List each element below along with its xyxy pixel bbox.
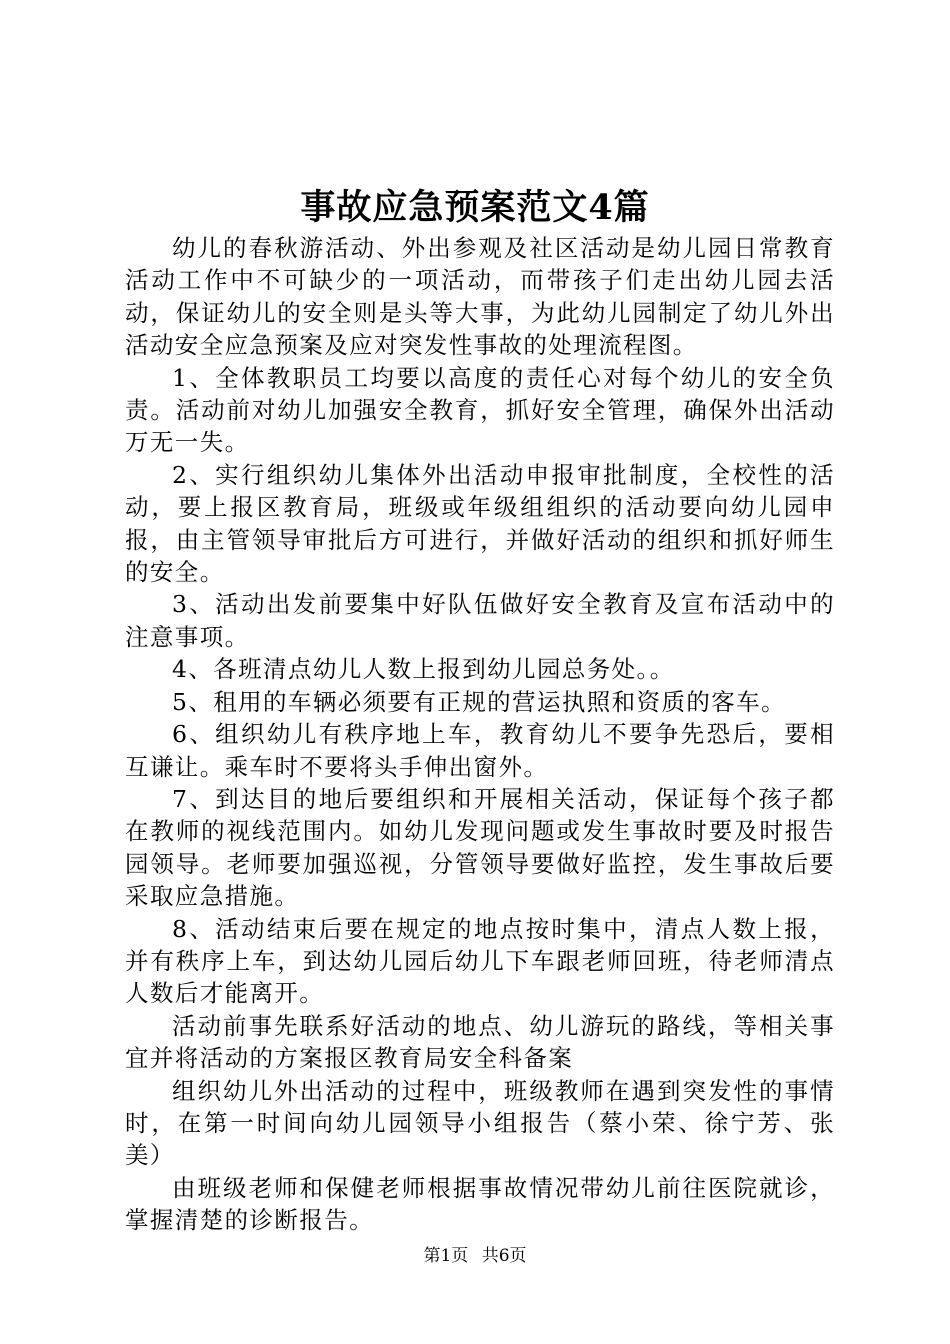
paragraph-preparation: 活动前事先联系好活动的地点、幼儿游玩的路线，等相关事宜并将活动的方案报区教育局安全科备案 bbox=[125, 1011, 835, 1073]
document-title: 事故应急预案范文4篇 bbox=[300, 187, 650, 228]
paragraph-item-8: 8、活动结束后要在规定的地点按时集中，清点人数上报，并有秩序上车，到达幼儿园后幼儿下车跟老师回班，待老师清点人数后才能离开。 bbox=[125, 914, 835, 1008]
page-number: 第1页 bbox=[423, 1246, 469, 1266]
paragraph-medical: 由班级老师和保健老师根据事故情况带幼儿前往医院就诊，掌握清楚的诊断报告。 bbox=[125, 1173, 835, 1235]
paragraph-item-6: 6、组织幼儿有秩序地上车，教育幼儿不要争先恐后，要相互谦让。乘车时不要将头手伸出窗外。 bbox=[125, 720, 835, 781]
document-body bbox=[125, 232, 835, 1237]
paragraph-item-5: 5、租用的车辆必须要有正规的营运执照和资质的客车。 bbox=[172, 687, 786, 716]
paragraph-intro: 幼儿的春秋游活动、外出参观及社区活动是幼儿园日常教育活动工作中不可缺少的一项活动，而带孩子们走出幼儿园去活动，保证幼儿的安全则是头等大事，为此幼儿园制定了幼儿外出活动安全应急预案及应对突发性事故的处理流程图。 bbox=[125, 234, 835, 360]
paragraph-item-1: 1、全体教职员工均要以高度的责任心对每个幼儿的安全负责。活动前对幼儿加强安全教育，抓好安全管理，确保外出活动万无一失。 bbox=[125, 363, 835, 457]
paragraph-item-3: 3、活动出发前要集中好队伍做好安全教育及宣布活动中的注意事项。 bbox=[125, 590, 835, 651]
paragraph-reporting: 组织幼儿外出活动的过程中，班级教师在遇到突发性的事情时，在第一时间向幼儿园领导小组报告（蔡小荣、徐宁芳、张美） bbox=[125, 1076, 835, 1170]
paragraph-item-7: 7、到达目的地后要组织和开展相关活动，保证每个孩子都在教师的视线范围内。如幼儿发现问题或发生事故时要及时报告园领导。老师要加强巡视，分管领导要做好监控，发生事故后要采取应急措施。 bbox=[125, 784, 835, 911]
paragraph-item-2: 2、实行组织幼儿集体外出活动申报审批制度，全校性的活动，要上报区教育局，班级或年级组组织的活动要向幼儿园申报，由主管领导审批后方可进行，并做好活动的组织和抓好师生的安全。 bbox=[125, 460, 835, 587]
page-total: 共6页 bbox=[481, 1246, 527, 1266]
paragraph-item-4: 4、各班清点幼儿人数上报到幼儿园总务处。。 bbox=[172, 655, 675, 684]
page-footer bbox=[0, 1244, 950, 1268]
